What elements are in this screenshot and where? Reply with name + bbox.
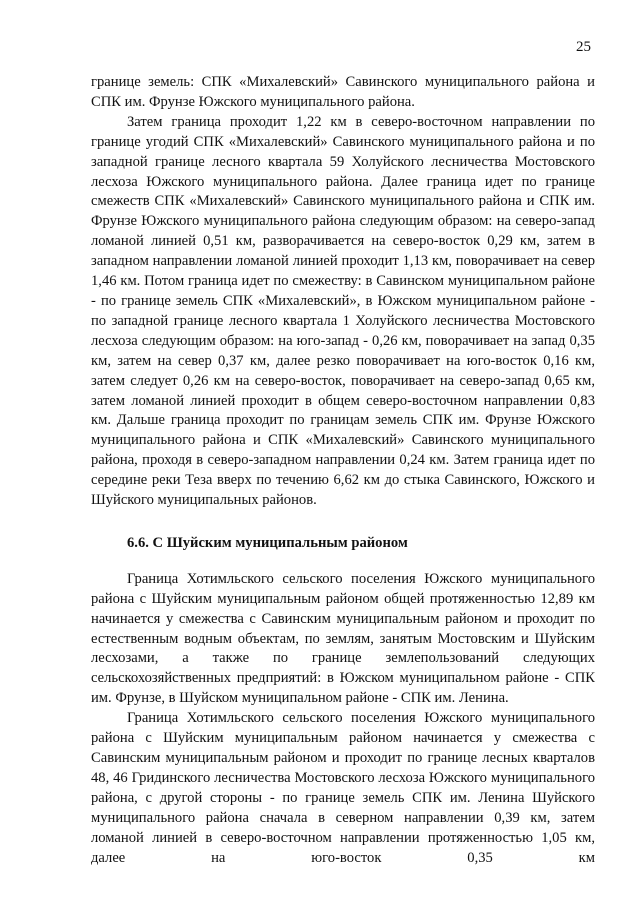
paragraph-section-intro: Граница Хотимльского сельского поселения Южского муниципального района с Шуйским муниципальным районом общей протяженностью 12,89 км начинается у смежества с Савинским муниципальным районом и проходит по естественным водным объектам, по землям, занятым Мостовским и Шуйским лесхозами, а также по границе землепользований следующих сельскохозяйственных предприятий: в Южском муниципальном районе - СПК им. Фрунзе, в Шуйском муниципальном районе - СПК им. Ленина. [91, 570, 595, 707]
page-number: 25 [576, 39, 591, 55]
paragraph-boundary-description: Затем граница проходит 1,22 км в северо-восточном направлении по границе угодий СПК «Михалевский» Савинского муниципального района и по западной границе лесного квартала 59 Холуйского лесничества Мостовского лесхоза Южского муниципального района. Далее граница идет по границе смежеств СПК «Михалевский» Савинского муниципального района и СПК им. Фрунзе Южского муниципального района следующим образом: на северо-запад ломаной линией 0,51 км, разворачивается на северо-восток 0,29 км, затем в западном направлении ломаной линией проходит 1,13 км, поворачивает на север 1,46 км. Потом граница идет по смежеству: в Савинском муниципальном районе - по границе земель СПК «Михалевский», в Южском муниципальном районе - по западной границе лесного квартала 1 Холуйского лесничества Мостовского лесхоза следующим образом: на юго-запад - 0,26 км, поворачивает на запад 0,35 км, затем на север 0,37 км, далее резко поворачивает на юго-восток 0,16 км, затем следует 0,26 км на северо-восток, поворачивает на северо-запад 0,65 км, затем ломаной линией проходит в общем северо-восточном направлении 0,83 км. Дальше граница проходит по границам земель СПК им. Фрунзе Южского муниципального района и СПК «Михалевский» Савинского муниципального района, проходя в северо-западном направлении 0,24 км. Затем граница идет по середине реки Теза вверх по течению 6,62 км до стыка Савинского, Южского и Шуйского муниципальных районов. [91, 113, 595, 509]
section-heading: 6.6. С Шуйским муниципальным районом [127, 534, 408, 551]
paragraph-section-route: Граница Хотимльского сельского поселения Южского муниципального района с Шуйским муниципальным районом начинается у смежества с Савинским муниципальным районом и проходит по границе лесных кварталов 48, 46 Гридинского лесничества Мостовского лесхоза Южского муниципального района, с другой стороны - по границе земель СПК им. Ленина Шуйского муниципального района сначала в северном направлении 0,39 км, затем ломаной линией в северо-восточном направлении протяженностью 1,05 км, далее на юго-восток 0,35 км [91, 710, 595, 866]
paragraph-continuation: границе земель: СПК «Михалевский» Савинского муниципального района и СПК им. Фрунзе Южского муниципального района. [91, 74, 595, 110]
page-body [91, 73, 595, 868]
